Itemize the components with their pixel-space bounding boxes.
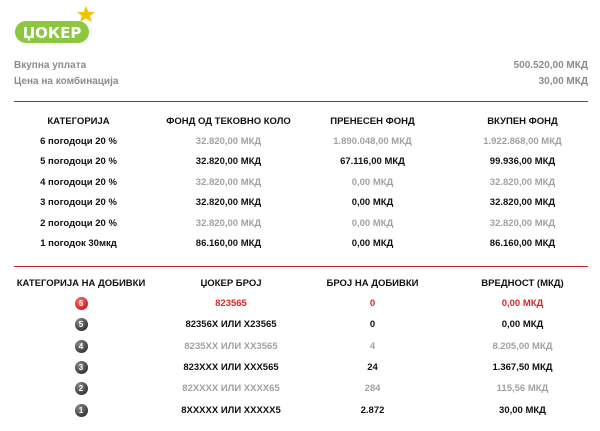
winnings-table xyxy=(0,273,600,421)
table-row xyxy=(0,357,600,378)
winners-count-cell: 2.872 xyxy=(360,404,385,416)
draw-summary xyxy=(14,58,588,90)
table-row xyxy=(0,378,600,399)
table-header-row xyxy=(0,273,600,293)
table-row xyxy=(0,399,600,420)
table-header-row xyxy=(0,111,600,131)
joker-number-cell: 823565 xyxy=(215,298,247,310)
current-fund-cell: 32.820,00 МКД xyxy=(195,197,262,209)
winners-count-cell: 284 xyxy=(364,383,381,395)
carried-fund-cell: 0,00 МКД xyxy=(351,176,394,188)
winners-count-cell: 0 xyxy=(369,319,376,331)
summary-label: Цена на комбинација xyxy=(14,76,119,87)
carried-fund-cell: 0,00 МКД xyxy=(351,197,394,209)
current-fund-cell: 86.160,00 МКД xyxy=(195,238,262,250)
joker-number-cell: 8XXXXX ИЛИ XXXXX5 xyxy=(181,404,281,416)
column-header: ВКУПЕН ФОНД xyxy=(487,115,558,127)
current-fund-cell: 32.820,00 МКД xyxy=(195,156,262,168)
total-fund-cell: 32.820,00 МКД xyxy=(489,197,556,209)
category-cell: 2 погодоци 20 % xyxy=(40,217,117,229)
prize-value-cell: 0,00 МКД xyxy=(501,298,544,310)
summary-row-combination-price xyxy=(14,74,588,90)
category-cell xyxy=(0,399,162,420)
joker-number-cell: 82356X ИЛИ X23565 xyxy=(185,319,277,331)
summary-value: 500.520,00 МКД xyxy=(513,60,588,71)
prize-value-cell: 8.205,00 МКД xyxy=(492,340,553,352)
winners-count-cell: 0 xyxy=(369,298,376,310)
summary-label: Вкупна уплата xyxy=(14,60,87,71)
category-cell xyxy=(0,357,162,378)
column-header: ЏОКЕР БРОЈ xyxy=(200,277,262,289)
category-cell: 6 погодоци 20 % xyxy=(40,135,117,147)
carried-fund-cell: 67.116,00 МКД xyxy=(340,156,405,168)
table-row xyxy=(0,152,600,173)
summary-row-total-stake xyxy=(14,58,588,74)
column-header: БРОЈ НА ДОБИВКИ xyxy=(326,277,419,289)
table-row xyxy=(0,213,600,234)
winners-count-cell: 4 xyxy=(369,340,376,352)
joker-number-cell: 823XXX ИЛИ XXX565 xyxy=(183,362,279,374)
prize-value-cell: 1.367,50 МКД xyxy=(492,362,553,374)
current-fund-cell: 32.820,00 МКД xyxy=(195,176,262,188)
prize-value-cell: 30,00 МКД xyxy=(499,404,546,416)
table-row xyxy=(0,293,600,314)
table-row xyxy=(0,234,600,255)
total-fund-cell: 32.820,00 МКД xyxy=(489,217,556,229)
joker-number-cell: 82XXXX ИЛИ XXXX65 xyxy=(182,383,280,395)
table-row xyxy=(0,336,600,357)
table-row xyxy=(0,193,600,214)
joker-number-cell: 8235XX ИЛИ XX3565 xyxy=(184,340,278,352)
category-cell: 5 погодоци 20 % xyxy=(40,156,117,168)
category-cell xyxy=(0,378,162,399)
prize-fund-table xyxy=(0,111,600,254)
table-row xyxy=(0,172,600,193)
category-cell xyxy=(0,293,162,314)
table-row xyxy=(0,131,600,152)
table-row xyxy=(0,314,600,335)
carried-fund-cell: 1.890.048,00 МКД xyxy=(333,135,412,147)
category-cell: 3 погодоци 20 % xyxy=(40,197,117,209)
category-cell xyxy=(0,336,162,357)
total-fund-cell: 86.160,00 МКД xyxy=(489,238,556,250)
summary-value: 30,00 МКД xyxy=(538,76,588,87)
column-header: КАТЕГОРИЈА НА ДОБИВКИ xyxy=(16,277,146,289)
category-ball-icon: 3 xyxy=(75,361,88,374)
category-cell xyxy=(0,314,162,335)
total-fund-cell: 99.936,00 МКД xyxy=(489,156,556,168)
logo-text: ЏОКЕР xyxy=(22,24,82,42)
category-ball-icon: 5 xyxy=(75,318,88,331)
category-ball-icon: 6 xyxy=(75,297,88,310)
column-header: КАТЕГОРИЈА xyxy=(47,115,110,127)
category-cell: 1 погодок 30мкд xyxy=(40,238,117,250)
current-fund-cell: 32.820,00 МКД xyxy=(195,217,262,229)
carried-fund-cell: 0,00 МКД xyxy=(351,217,394,229)
joker-logo xyxy=(14,4,104,48)
column-header: ВРЕДНОСТ (МКД) xyxy=(481,277,564,289)
category-ball-icon: 2 xyxy=(75,382,88,395)
column-header: ПРЕНЕСЕН ФОНД xyxy=(330,115,415,127)
category-cell: 4 погодоци 20 % xyxy=(40,176,117,188)
category-ball-icon: 1 xyxy=(75,404,88,417)
winners-count-cell: 24 xyxy=(367,362,378,374)
prize-value-cell: 0,00 МКД xyxy=(501,319,544,331)
section-divider xyxy=(14,266,588,267)
total-fund-cell: 32.820,00 МКД xyxy=(489,176,556,188)
total-fund-cell: 1.922.868,00 МКД xyxy=(483,135,562,147)
section-divider xyxy=(14,101,588,102)
current-fund-cell: 32.820,00 МКД xyxy=(195,135,262,147)
prize-value-cell: 115,56 МКД xyxy=(496,383,549,395)
category-ball-icon: 4 xyxy=(75,340,88,353)
column-header: ФОНД ОД ТЕКОВНО КОЛО xyxy=(166,115,291,127)
carried-fund-cell: 0,00 МКД xyxy=(351,238,394,250)
